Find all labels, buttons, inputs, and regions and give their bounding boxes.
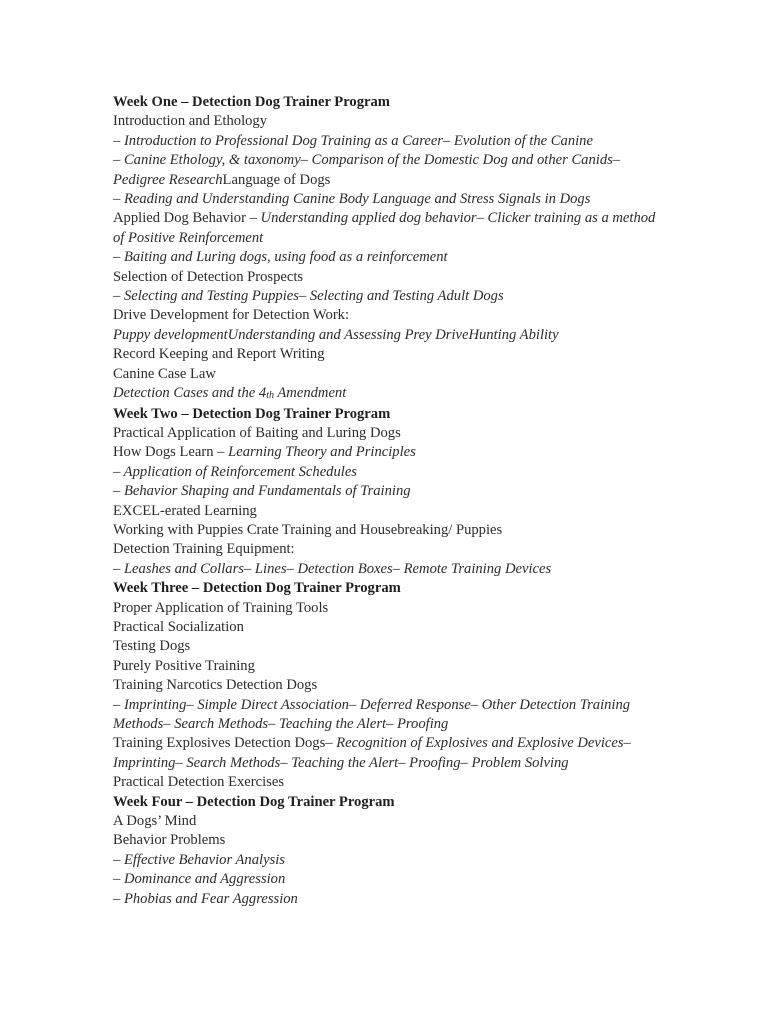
week-three-heading: Week Three – Detection Dog Trainer Program xyxy=(113,580,401,597)
applied-behavior xyxy=(113,209,658,248)
narcotics-title: Training Narcotics Detection Dogs xyxy=(113,677,318,694)
dogs-mind: A Dogs’ Mind xyxy=(113,813,197,830)
narcotics-item: – Imprinting– Simple Direct Association– Deferred Response– Other Detection Training Methods– Search Methods– Teaching the Alert– Proofing xyxy=(113,696,631,732)
detection-exercises: Practical Detection Exercises xyxy=(113,774,284,791)
puppies-training: Working with Puppies Crate Training and Housebreaking/ Puppies xyxy=(113,521,503,538)
applied-behavior-text: Understanding applied dog behavior– Clicker training as a method of Positive Reinforcement xyxy=(113,210,656,246)
week-four-heading: Week Four – Detection Dog Trainer Program xyxy=(113,793,395,810)
drive-title: Drive Development for Detection Work: xyxy=(113,307,350,324)
baiting-item: – Baiting and Luring dogs, using food as a reinforcement xyxy=(113,249,448,266)
document-body xyxy=(113,93,658,909)
record-keeping: Record Keeping and Report Writing xyxy=(113,346,325,363)
case-law-text-a: Detection Cases and the 4 xyxy=(113,385,267,402)
how-dogs-learn-text: Learning Theory and Principles xyxy=(228,444,416,461)
positive-training: Purely Positive Training xyxy=(113,657,255,674)
selection-title: Selection of Detection Prospects xyxy=(113,268,304,285)
explosives-title: Training Explosives Detection Dogs– xyxy=(113,735,337,752)
behavior-analysis-item: – Effective Behavior Analysis xyxy=(113,851,285,868)
week-one-heading: Week One – Detection Dog Trainer Program xyxy=(113,94,390,110)
training-tools: Proper Application of Training Tools xyxy=(113,599,329,616)
practical-baiting: Practical Application of Baiting and Luring Dogs xyxy=(113,424,401,441)
case-law-item xyxy=(113,384,658,404)
intro-line-2-text: – Canine Ethology, & taxonomy– Comparison of the Domestic Dog and other Canids– Pedigree Research xyxy=(113,152,621,188)
intro-title: Introduction and Ethology xyxy=(113,113,268,130)
phobias-item: – Phobias and Fear Aggression xyxy=(113,890,298,907)
equipment-item: – Leashes and Collars– Lines– Detection Boxes– Remote Training Devices xyxy=(113,560,552,577)
behavior-problems: Behavior Problems xyxy=(113,832,226,849)
case-law-text-b: Amendment xyxy=(274,385,347,402)
body-language-item: – Reading and Understanding Canine Body Language and Stress Signals in Dogs xyxy=(113,191,591,208)
drive-item: Puppy developmentUnderstanding and Assessing Prey DriveHunting Ability xyxy=(113,326,559,343)
intro-line-2 xyxy=(113,151,658,190)
equipment-title: Detection Training Equipment: xyxy=(113,541,295,558)
applied-behavior-title: Applied Dog Behavior – xyxy=(113,210,261,227)
explosives-item xyxy=(113,734,658,773)
testing-dogs: Testing Dogs xyxy=(113,638,191,655)
case-law-title: Canine Case Law xyxy=(113,365,216,382)
week-two-heading: Week Two – Detection Dog Trainer Program xyxy=(113,405,391,422)
selection-item: – Selecting and Testing Puppies– Selecting and Testing Adult Dogs xyxy=(113,288,504,305)
excel-learning: EXCEL-erated Learning xyxy=(113,502,257,519)
socialization: Practical Socialization xyxy=(113,618,244,635)
how-dogs-learn xyxy=(113,443,658,462)
reinforcement-item: – Application of Reinforcement Schedules xyxy=(113,463,357,480)
dominance-item: – Dominance and Aggression xyxy=(113,871,286,888)
intro-line-1: – Introduction to Professional Dog Training as a Career– Evolution of the Canine xyxy=(113,132,593,149)
how-dogs-learn-title: How Dogs Learn – xyxy=(113,444,229,461)
shaping-item: – Behavior Shaping and Fundamentals of Training xyxy=(113,483,411,500)
case-law-ordinal: th xyxy=(266,390,274,402)
language-of-dogs-title: Language of Dogs xyxy=(222,171,331,188)
explosives-text: Recognition of Explosives and Explosive Devices– Imprinting– Search Methods– Teaching the Alert– Proofing– Problem Solving xyxy=(113,735,631,771)
